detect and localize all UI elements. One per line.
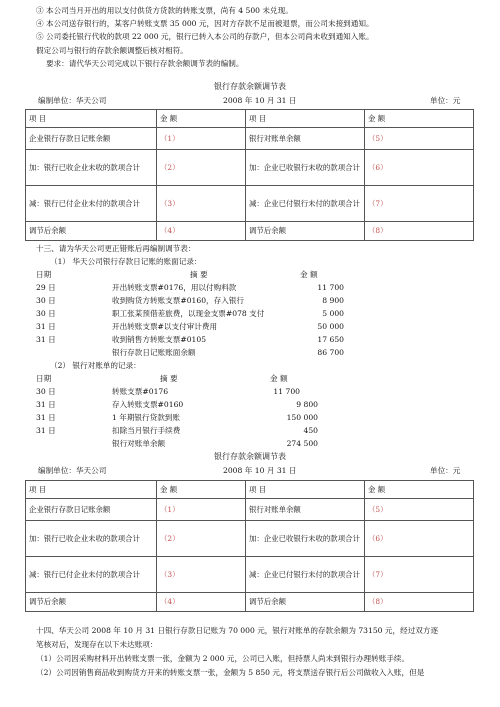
- table-cell: 调节后余额: [246, 222, 365, 241]
- amount-placeholder: （7）: [365, 557, 474, 593]
- table-cell: 企业银行存款日记账余额: [26, 499, 157, 521]
- amount-placeholder: （6）: [365, 150, 474, 186]
- section13-heading: 十三、请为华天公司更正错账后再编制调节表：: [36, 244, 196, 253]
- table-cell: 减：银行已付企业未付的款项合计: [26, 557, 157, 593]
- ledger-amount: 5 000: [322, 309, 344, 318]
- amount-placeholder: （1）: [157, 128, 246, 150]
- header-cell: 项 目: [246, 481, 365, 499]
- ledger-desc: 职工张某预借差旅费，以现金支票#078 支付: [112, 309, 265, 318]
- ledger-date: 30 日: [36, 296, 56, 305]
- ledger-desc: 存入转账支票#0160: [112, 400, 184, 409]
- table1-currency: 单位：元: [430, 96, 461, 105]
- amount-placeholder: （7）: [365, 186, 474, 222]
- amount-placeholder: （2）: [157, 150, 246, 186]
- ledger-header-date: 日期: [36, 270, 52, 279]
- ledger-desc: 扣除当月银行手续费: [112, 426, 181, 435]
- table-row: [26, 593, 474, 612]
- header-cell: 金 额: [157, 481, 246, 499]
- ledger-desc: 收到销售方转账支票#0105: [112, 335, 207, 344]
- ledger-desc: 转账支票#0176: [112, 387, 169, 396]
- ledger-header-amount: 金 额: [270, 374, 288, 383]
- table2-title: 银行存款余额调节表: [214, 452, 286, 461]
- header-cell: 金 额: [365, 481, 474, 499]
- table-header-row: [26, 110, 474, 128]
- ledger-amount: 450: [303, 426, 318, 435]
- table-cell: 减：银行已付企业未付的款项合计: [26, 186, 157, 222]
- header-cell: 项 目: [26, 110, 157, 128]
- item-3: ③ 本公司当月开出的用以支付供货方货款的转账支票，尚有 4 500 未兑现。: [36, 6, 293, 15]
- ledger-date: 31 日: [36, 426, 56, 435]
- header-cell: 金 额: [365, 110, 474, 128]
- amount-placeholder: （3）: [157, 557, 246, 593]
- ledger-balance: 274 500: [286, 439, 318, 448]
- section14-line-2: 笔核对后，发现存在以下未达账项：: [36, 640, 158, 649]
- table-cell: 加：企业已收银行未收的款项合计: [246, 521, 365, 557]
- section14-line-1: 十四、华天公司 2008 年 10 月 31 日银行存款日记账为 70 000 元，银行对账单的存款余额为 73150 元，经过双方逐: [36, 626, 439, 635]
- table-row: [26, 186, 474, 222]
- amount-placeholder: （8）: [365, 222, 474, 241]
- table1-date: 2008 年 10 月 31 日: [223, 96, 297, 105]
- table2-date: 2008 年 10 月 31 日: [223, 466, 297, 475]
- ledger-header-date: 日期: [36, 374, 52, 383]
- ledger-amount: 11 700: [273, 387, 300, 396]
- section14-line-3: （1）公司因采购材料开出转账支票一张，金额为 2 000 元，公司已入账，但持票人尚未到银行办理转账手续。: [36, 654, 410, 663]
- ledger-balance-label: 银行对账单余额: [112, 439, 166, 448]
- item-4: ④ 本公司送存银行的，某客户转账支票 35 000 元，因对方存款不足而被退票，而公司未接到通知。: [36, 19, 374, 28]
- ledger-date: 31 日: [36, 413, 56, 422]
- table-row: [26, 521, 474, 557]
- ledger-header-desc: 摘 要: [190, 270, 208, 279]
- item-5: ⑤ 公司委托银行代收的款项 22 000 元，银行已转入本公司的存款户，但本公司尚未收到通知入账。: [36, 32, 374, 41]
- amount-placeholder: （3）: [157, 186, 246, 222]
- ledger-header-desc: 摘 要: [160, 374, 178, 383]
- section13-sub1: （1） 华天公司银行存款日记账的账面记录：: [50, 257, 202, 266]
- table-row: [26, 150, 474, 186]
- amount-placeholder: （6）: [365, 521, 474, 557]
- table-cell: 银行对账单余额: [246, 128, 365, 150]
- header-cell: 项 目: [246, 110, 365, 128]
- table-cell: 加：银行已收企业未收的款项合计: [26, 521, 157, 557]
- table1-unit: 编制单位：华天公司: [38, 96, 107, 105]
- amount-placeholder: （4）: [157, 222, 246, 241]
- ledger-desc: 开出转账支票#以支付审计费用: [112, 322, 218, 331]
- table-cell: 银行对账单余额: [246, 499, 365, 521]
- reconciliation-table-1: [25, 109, 474, 241]
- table-row: [26, 499, 474, 521]
- ledger-balance-label: 银行存款日记账账面余额: [112, 348, 196, 357]
- table-cell: 减：企业已付银行未付的款项合计: [246, 186, 365, 222]
- ledger-desc: 1 年期银行贷款到账: [112, 413, 180, 422]
- assumption-text: 假定公司与银行的存款余额调整后核对相符。: [36, 46, 188, 55]
- reconciliation-table-2: [25, 480, 474, 612]
- requirement-text: 要求：请代华天公司完成以下银行存款余额调节表的编制。: [46, 59, 244, 68]
- amount-placeholder: （8）: [365, 593, 474, 612]
- table2-unit: 编制单位：华天公司: [38, 466, 107, 475]
- ledger-balance: 86 700: [317, 348, 344, 357]
- ledger-amount: 11 700: [317, 283, 344, 292]
- amount-placeholder: （1）: [157, 499, 246, 521]
- ledger-date: 30 日: [36, 387, 56, 396]
- table-cell: 调节后余额: [246, 593, 365, 612]
- ledger-amount: 8 900: [322, 296, 344, 305]
- section14-line-4: （2）公司因销售商品收到购货方开来的转账支票一张，金额为 5 850 元，将支票送存银行后公司做收入入账，但是: [36, 668, 425, 677]
- ledger-date: 31 日: [36, 335, 56, 344]
- section13-sub2: （2） 银行对账单的记录：: [50, 361, 141, 370]
- table-cell: 加：银行已收企业未收的款项合计: [26, 150, 157, 186]
- ledger-desc: 收到购货方转账支票#0160，存入银行: [112, 296, 244, 305]
- ledger-header-amount: 金 额: [300, 270, 318, 279]
- ledger-amount: 150 000: [286, 413, 318, 422]
- table2-currency: 单位：元: [430, 466, 461, 475]
- table-row: [26, 128, 474, 150]
- amount-placeholder: （4）: [157, 593, 246, 612]
- ledger-date: 31 日: [36, 400, 56, 409]
- table-cell: 调节后余额: [26, 593, 157, 612]
- table-cell: 加：企业已收银行未收的款项合计: [246, 150, 365, 186]
- amount-placeholder: （2）: [157, 521, 246, 557]
- ledger-amount: 17 650: [317, 335, 344, 344]
- amount-placeholder: （5）: [365, 128, 474, 150]
- table-cell: 企业银行存款日记账余额: [26, 128, 157, 150]
- ledger-date: 31 日: [36, 322, 56, 331]
- table-cell: 减：企业已付银行未付的款项合计: [246, 557, 365, 593]
- ledger-desc: 开出转账支票#0176，用以付购料款: [112, 283, 237, 292]
- ledger-amount: 9 800: [296, 400, 318, 409]
- ledger-date: 30 日: [36, 309, 56, 318]
- table-row: [26, 557, 474, 593]
- header-cell: 项 目: [26, 481, 157, 499]
- ledger-amount: 50 000: [317, 322, 344, 331]
- table-header-row: [26, 481, 474, 499]
- ledger-date: 29 日: [36, 283, 56, 292]
- header-cell: 金 额: [157, 110, 246, 128]
- table-row: [26, 222, 474, 241]
- amount-placeholder: （5）: [365, 499, 474, 521]
- table-cell: 调节后余额: [26, 222, 157, 241]
- table1-title: 银行存款余额调节表: [214, 82, 286, 91]
